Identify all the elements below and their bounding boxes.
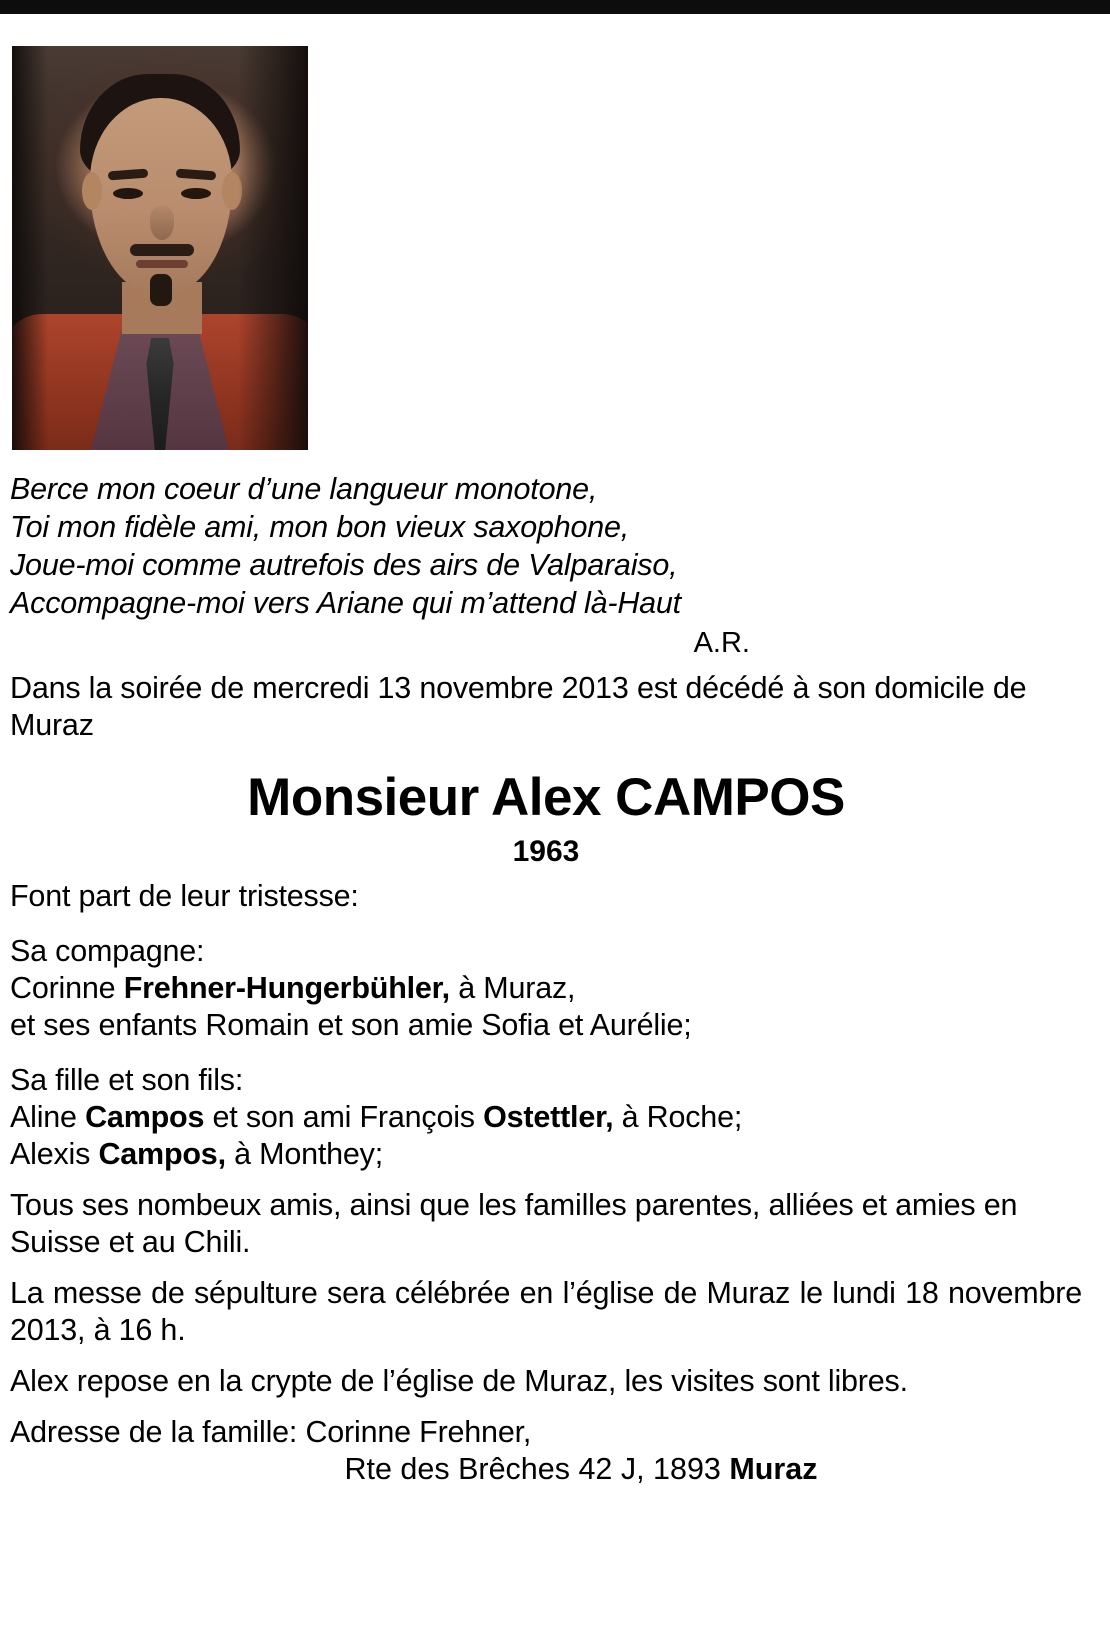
- family-group: [10, 933, 1082, 1044]
- family-group: [10, 1062, 1082, 1173]
- family-group-heading: Sa compagne:: [10, 934, 205, 968]
- poem: [10, 470, 1082, 622]
- portrait-photo: [12, 46, 308, 450]
- crypt-paragraph: Alex repose en la crypte de l’église de Muraz, les visites sont libres.: [10, 1364, 908, 1398]
- poem-line-4: Accompagne-moi vers Ariane qui m’attend là-Haut: [10, 586, 681, 620]
- family-intro: Font part de leur tristesse:: [10, 879, 359, 913]
- portrait-eye-left: [113, 188, 143, 199]
- portrait-mouth: [136, 260, 188, 268]
- family-group-line: Alexis Campos, à Monthey;: [10, 1137, 384, 1171]
- portrait-nose: [150, 206, 174, 240]
- family-group-line: et ses enfants Romain et son amie Sofia et Aurélie;: [10, 1008, 692, 1042]
- portrait-goatee: [150, 274, 172, 306]
- birth-year: 1963: [512, 835, 580, 868]
- portrait-moustache: [130, 244, 194, 256]
- announcement-paragraph: Dans la soirée de mercredi 13 novembre 2013 est décédé à son domicile de Muraz: [10, 671, 1027, 742]
- portrait-ear-left: [82, 172, 102, 210]
- poem-line-2: Toi mon fidèle ami, mon bon vieux saxophone,: [10, 510, 630, 544]
- family-group-line: Aline Campos et son ami François Ostettler, à Roche;: [10, 1100, 743, 1134]
- mass-paragraph: La messe de sépulture sera célébrée en l’église de Muraz le lundi 18 novembre 2013, à 16 h.: [10, 1276, 1082, 1347]
- friends-paragraph: Tous ses nombeux amis, ainsi que les familles parentes, alliées et amies en Suisse et au Chili.: [10, 1188, 1018, 1259]
- deceased-name: Monsieur Alex CAMPOS: [247, 768, 845, 827]
- poem-line-1: Berce mon coeur d’une langueur monotone,: [10, 472, 598, 506]
- portrait-eye-right: [181, 188, 211, 199]
- portrait-image: [12, 46, 308, 450]
- portrait-shadow-right: [238, 46, 308, 450]
- portrait-shadow-left: [12, 46, 48, 450]
- poem-line-3: Joue-moi comme autrefois des airs de Valparaiso,: [10, 548, 678, 582]
- poem-signature: A.R.: [693, 627, 750, 659]
- top-black-rule: [0, 0, 1110, 14]
- notice-content: [0, 14, 1110, 1488]
- family-address-line-2: Rte des Brêches 42 J, 1893 Muraz: [344, 1452, 818, 1486]
- family-address-line-1: Adresse de la famille: Corinne Frehner,: [10, 1415, 532, 1449]
- family-group-line: Corinne Frehner-Hungerbühler, à Muraz,: [10, 971, 576, 1005]
- family-group-heading: Sa fille et son fils:: [10, 1063, 244, 1097]
- notice-text: [0, 470, 1096, 1488]
